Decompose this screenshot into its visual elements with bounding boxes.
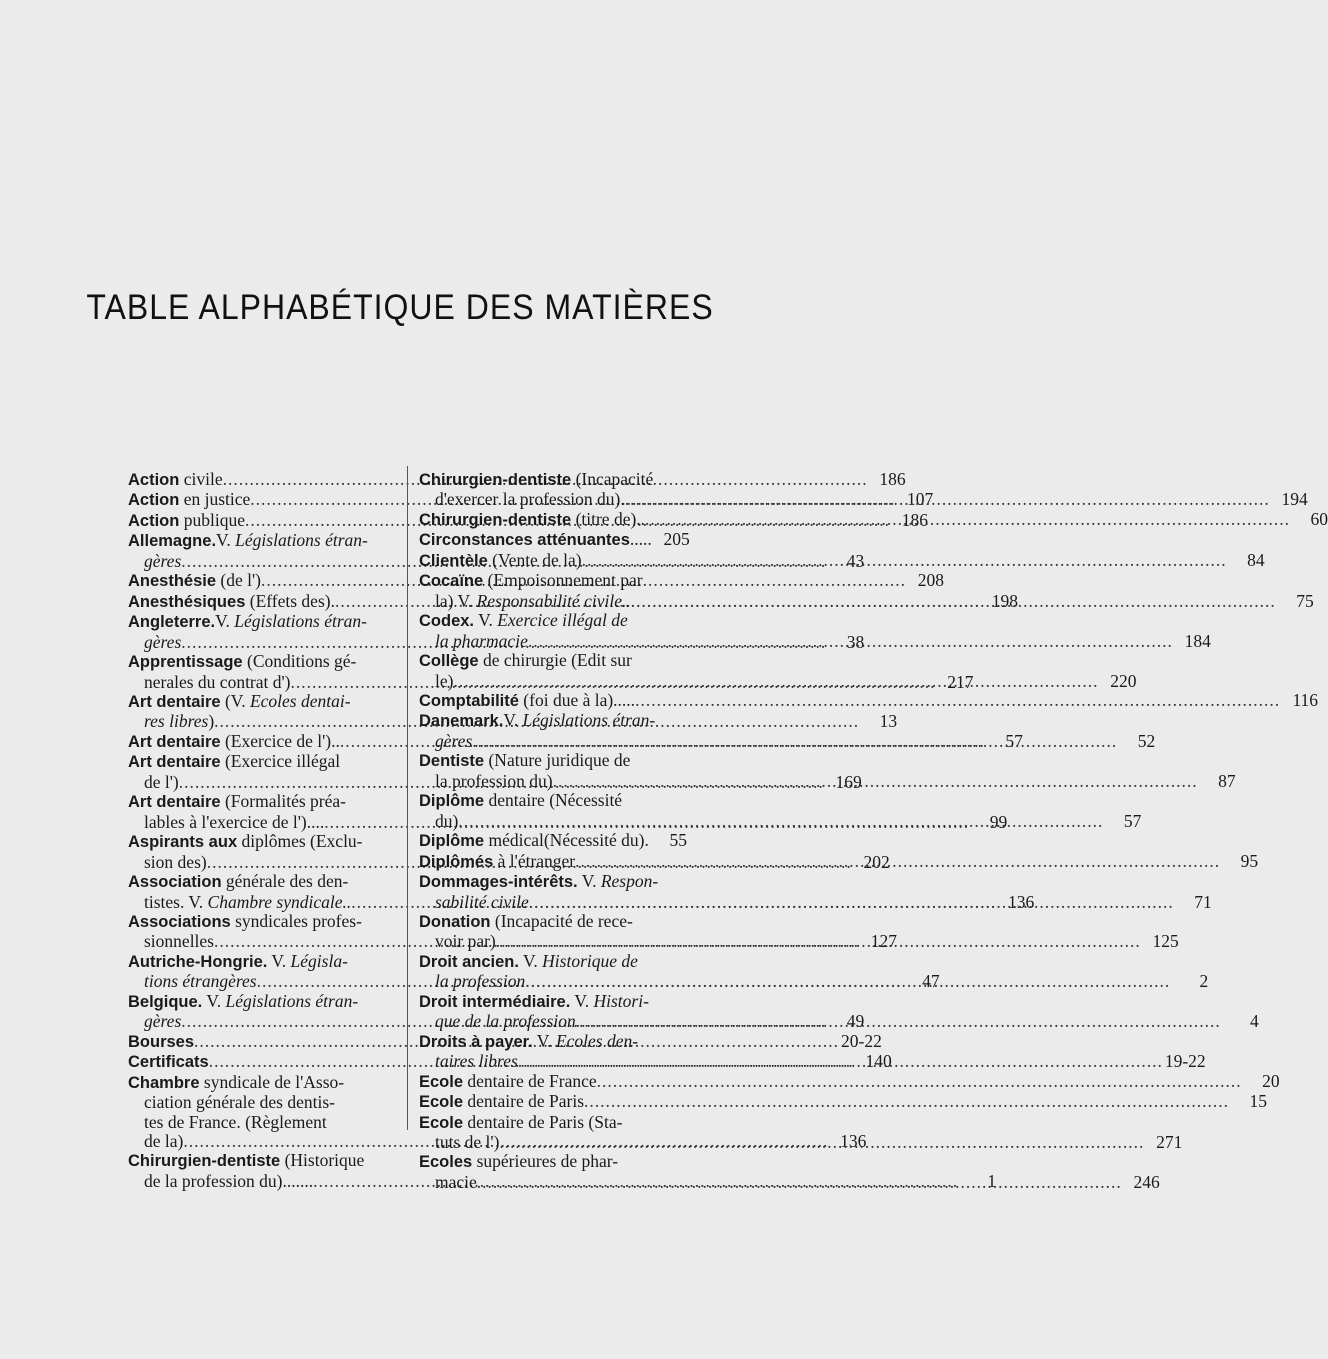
leader-dots <box>458 812 1103 831</box>
entry-heading: Ecole <box>419 1072 464 1091</box>
entry-reference: Respon- <box>600 871 659 892</box>
page-number: 127 <box>870 931 897 952</box>
entry-heading: Chirurgien-dentiste <box>128 1152 281 1171</box>
page-number: 60 <box>1310 508 1328 529</box>
page-number: 186 <box>901 509 928 530</box>
page-number: 140 <box>865 1051 892 1072</box>
leader-dots <box>645 510 1290 529</box>
index-entry <box>419 1091 1268 1112</box>
entry-reference: que de la profession <box>435 1011 576 1032</box>
entry-reference: gères <box>144 550 182 571</box>
page-number: 186 <box>879 469 906 489</box>
entry-heading: Angleterre. <box>128 613 216 632</box>
entry-heading: Droit ancien. <box>419 952 519 971</box>
entry-text: V. <box>532 1030 556 1051</box>
page-number: 217 <box>947 671 974 692</box>
leader-dots <box>575 852 1220 871</box>
entry-heading: Diplômés <box>419 852 494 871</box>
entry-reference: sabilité civile <box>435 891 529 912</box>
entry-heading: Donation <box>419 912 491 931</box>
entry-reference: Législations étran- <box>225 990 359 1011</box>
entry-reference: Histori- <box>593 990 649 1011</box>
column-divider <box>407 466 408 1130</box>
page-number: 13 <box>879 711 898 732</box>
page-number: 220 <box>1110 670 1137 691</box>
leader-dots <box>472 732 1117 751</box>
leader-dots <box>499 1130 1144 1152</box>
leader-dots <box>525 972 1170 991</box>
entry-text: V. <box>518 950 543 971</box>
entry-heading: Anesthésie <box>128 572 217 591</box>
page-number: 116 <box>1292 689 1319 710</box>
entry-reference: Ecoles dentai- <box>249 690 351 711</box>
page-number: 99 <box>989 811 1008 832</box>
entry-heading: Diplôme <box>419 792 485 811</box>
page-number: 194 <box>1281 489 1308 510</box>
leader-dots <box>597 1072 1242 1091</box>
entry-text: générale des den- <box>221 871 349 892</box>
entry-text: V. <box>202 990 226 1011</box>
entry-reference: gères <box>144 631 182 652</box>
entry-reference: Responsabilité civile.. <box>476 590 631 611</box>
page-number: 43 <box>846 550 865 571</box>
index-entry <box>419 1151 1160 1192</box>
page-number: 84 <box>1247 549 1265 570</box>
entry-heading: Action <box>128 471 180 489</box>
entry-heading: Droits à payer. <box>419 1032 533 1051</box>
entry-text: tuts de l') <box>435 1131 500 1152</box>
entry-text: médical(Nécessité du). <box>484 830 649 851</box>
entry-reference: res libres <box>144 711 209 732</box>
page-number: 107 <box>907 489 934 510</box>
page-number: 95 <box>1240 850 1259 871</box>
entry-heading: Action <box>128 511 180 530</box>
entry-text: V. <box>216 530 236 551</box>
entry-text: (V. <box>220 690 250 711</box>
page-number: 47 <box>922 971 940 992</box>
entry-reference: Législa- <box>290 950 348 971</box>
leader-dots <box>582 551 1227 570</box>
entry-text: (Conditions gé- <box>242 651 357 672</box>
entry-text: V. <box>503 710 523 731</box>
entry-text: d'exercer la profession du). <box>435 489 625 510</box>
entry-text: tistes. V. <box>144 891 208 912</box>
leader-dots <box>529 893 1174 912</box>
leader-dots <box>584 1092 1229 1111</box>
entry-text: (de l') <box>216 570 261 591</box>
entry-heading: Danemark. <box>419 712 504 731</box>
leader-dots <box>496 932 1141 951</box>
entry-heading: Bourses <box>128 1032 195 1051</box>
leader-dots <box>625 490 1270 509</box>
entry-text: macie <box>435 1171 477 1192</box>
entry-heading: Ecole <box>419 1093 464 1112</box>
entry-reference: Législations étran- <box>522 710 656 731</box>
entry-heading: Action <box>128 491 180 510</box>
entry-heading: Dommages-intérêts. <box>419 873 578 892</box>
page-number: 55 <box>669 830 687 851</box>
page-number: 198 <box>991 590 1018 611</box>
entry-text: le) <box>435 670 454 691</box>
entry-text: (Formalités préa- <box>220 791 346 812</box>
entry-text: diplômes (Exclu- <box>237 831 363 852</box>
entry-heading: Droit intermédiaire. <box>419 992 571 1011</box>
entry-text: syndicale de l'Asso- <box>199 1071 345 1092</box>
index-entry <box>419 529 690 550</box>
entry-text: (Exercice illégal <box>220 751 341 772</box>
entry-heading: Apprentissage <box>128 653 243 672</box>
entry-heading: Art dentaire <box>128 753 221 772</box>
entry-heading: Anesthésiques <box>128 592 246 611</box>
page-number: 202 <box>863 851 890 872</box>
entry-text: ) <box>208 711 215 732</box>
leader-dots <box>631 592 1276 611</box>
page-number: 2 <box>1199 971 1209 992</box>
leader-dots <box>576 1012 1221 1031</box>
entry-text: en justice <box>179 489 251 510</box>
page-number: 125 <box>1152 931 1179 952</box>
page-number: 20-22 <box>841 1030 882 1051</box>
entry-text: lables à l'exercice de l').... <box>144 811 325 832</box>
page-number: 246 <box>1133 1171 1160 1192</box>
entry-text: V. <box>577 871 601 892</box>
entry-heading: Clientèle <box>419 551 488 570</box>
entry-reference: Ecoles den- <box>555 1030 639 1051</box>
entry-text: ..... <box>629 529 652 550</box>
entry-reference: la pharmacie <box>435 630 528 651</box>
page-number: 71 <box>1194 891 1212 912</box>
entry-text: de la) <box>144 1130 184 1151</box>
page-number: 75 <box>1296 590 1314 611</box>
leader-dots <box>553 772 1198 791</box>
entry-heading: Ecoles <box>419 1153 473 1172</box>
entry-reference: Législations étran- <box>235 530 368 551</box>
entry-text: civile <box>179 469 223 489</box>
entry-heading: Art dentaire <box>128 793 221 812</box>
entry-reference: Chambre syndicale.. <box>207 891 352 912</box>
entry-text: (Incapacité de rece- <box>490 910 633 931</box>
page-number: 271 <box>1156 1131 1183 1152</box>
page-number: 15 <box>1249 1091 1268 1112</box>
entry-reference: Législations étran- <box>234 611 367 632</box>
entry-heading: Associations <box>128 912 231 931</box>
page-number: 20 <box>1262 1070 1280 1091</box>
entry-reference: Exercice illégal de <box>497 610 628 631</box>
entry-text: à l'étranger <box>493 850 576 871</box>
entry-heading: Autriche-Hongrie. <box>128 952 268 971</box>
entry-text: syndicales profes- <box>230 910 362 931</box>
entry-text: (titre de).. <box>571 508 646 529</box>
page-number: 87 <box>1218 770 1236 791</box>
entry-text: (Empoisonnement par <box>483 570 643 591</box>
entry-text: du) <box>435 810 459 831</box>
entry-heading: Codex. <box>419 612 475 631</box>
entry-heading: Comptabilité <box>419 691 519 710</box>
entry-text: (Vente de la) <box>487 549 582 570</box>
page-number: 205 <box>663 529 690 550</box>
entry-heading: Ecole <box>419 1113 464 1132</box>
entry-text: la profession du) <box>435 770 553 791</box>
entry-reference: taires libres <box>435 1051 518 1072</box>
entry-text: publique <box>179 509 245 530</box>
page-number: 19-22 <box>1164 1051 1206 1072</box>
entry-text: (foi due à la)..... <box>518 689 636 710</box>
entry-heading: Certificats <box>128 1053 209 1072</box>
leader-dots <box>518 1052 1163 1071</box>
entry-heading: Belgique. <box>128 992 203 1011</box>
page-title: TABLE ALPHABÉTIQUE DES MATIÈRES <box>86 287 714 327</box>
page-number: 169 <box>835 771 862 792</box>
leader-dots <box>635 691 1280 710</box>
entry-heading: Chirurgien-dentiste <box>419 471 572 489</box>
index-entry <box>419 1070 1280 1092</box>
page-number: 57 <box>1123 810 1142 831</box>
entry-heading: Chambre <box>128 1073 200 1092</box>
entry-text: voir par) <box>435 931 496 952</box>
entry-reference: la profession <box>435 971 526 992</box>
page-number: 38 <box>846 631 865 652</box>
entry-text: V. <box>215 611 235 632</box>
entry-heading: Allemagne. <box>128 532 217 551</box>
entry-text: de la profession du)....... <box>144 1170 314 1191</box>
entry-heading: Cocaïne <box>419 572 484 591</box>
page-number: 1 <box>987 1170 997 1191</box>
entry-heading: Collège <box>419 652 479 671</box>
entry-heading: Dentiste <box>419 752 485 771</box>
entry-heading: Diplôme <box>419 832 485 851</box>
entry-text: la) V. <box>435 590 477 611</box>
entry-text: ciation générale des dentis- <box>144 1092 335 1113</box>
leader-dots <box>453 672 1098 691</box>
entry-text: (Historique <box>280 1150 365 1171</box>
index-entry <box>419 689 1319 711</box>
entry-text: dentaire de Paris <box>463 1091 585 1112</box>
entry-reference: Historique de <box>542 950 638 971</box>
entry-heading: Association <box>128 873 222 892</box>
entry-text: (Effets des). <box>245 590 335 611</box>
leader-dots <box>477 1170 1122 1192</box>
entry-text: dentaire (Nécessité <box>484 790 623 811</box>
entry-text: de l') <box>144 771 179 792</box>
entry-text: de chirurgie (Edit sur <box>478 650 632 671</box>
entry-text: nerales du contrat d') <box>144 671 291 692</box>
page-number: 208 <box>917 570 944 591</box>
index-entry <box>419 831 687 851</box>
page-number: 57 <box>1005 730 1023 751</box>
entry-heading: Circonstances atténuantes <box>419 531 630 550</box>
entry-heading: Art dentaire <box>128 732 221 751</box>
entry-heading: Chirurgien-dentiste <box>419 510 572 529</box>
entry-reference: gères <box>435 730 473 751</box>
entry-reference: tions étrangères <box>144 971 257 992</box>
page-number: 49 <box>846 1011 865 1032</box>
entry-text: V. <box>267 950 291 971</box>
page-number: 4 <box>1250 1011 1259 1032</box>
entry-text: dentaire de Paris (Sta- <box>463 1111 623 1132</box>
page-number: 52 <box>1137 730 1156 751</box>
entry-text: V. <box>474 610 498 631</box>
page-number: 184 <box>1184 630 1211 651</box>
entry-text: (Incapacité <box>571 469 654 489</box>
entry-heading: Aspirants aux <box>128 833 238 852</box>
entry-text: supérieures de phar- <box>472 1151 619 1172</box>
entry-heading: Art dentaire <box>128 692 221 711</box>
entry-text: V. <box>570 990 594 1011</box>
entry-text: (Nature juridique de <box>484 750 631 771</box>
entry-reference: gères <box>144 1011 182 1032</box>
entry-text: sion des) <box>144 851 207 872</box>
entry-text: tes de France. (Règlement <box>144 1111 327 1132</box>
entry-text: dentaire de France <box>463 1070 597 1091</box>
page-number: 136 <box>1008 891 1035 912</box>
leader-dots <box>528 632 1173 651</box>
entry-text: (Exercice de l').. <box>220 730 340 751</box>
entry-text: sionnelles <box>144 931 214 952</box>
page-number: 136 <box>840 1130 867 1151</box>
